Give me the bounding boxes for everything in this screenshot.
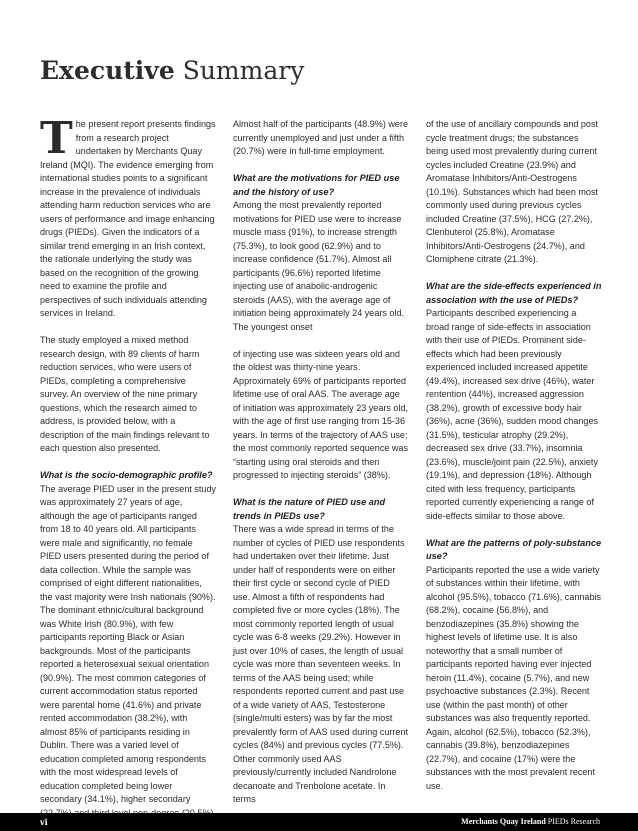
page-number: vi	[40, 817, 48, 827]
nature-of-use-paragraph: There was a wide spread in terms of the number of cycles of PIED use respondents had undertaken over their lifetime. Just under half of respondents were on either their first cycle or second cycle of PIED use. Almost a fifth of respondents had completed five or more cycles (18%). The most commonly reported length of usual cycle was 6-8 weeks (29.2%). However in just over 10% of cases, the length of usual cycle was more than seventeen weeks. In terms of the AAS being used; while respondents reported current and past use of a wide variety of AAS, Testosterone (single/multi esters) was by far the most prevalently form of AAS used during current cycles (84%) and previous cycles (77.5%). Other commonly used AAS previously/currently included Nandrolone decanoate and Trenbolone acetate. In terms	[233, 524, 408, 804]
footer-title-bold: Merchants Quay Ireland	[461, 817, 546, 826]
motivations-paragraph: Among the most prevalently reported motivations for PIED use were to increase muscle mass (91%), to increase strength (75.3%), to look good (62.9%) and to increase confidence (51.7%). Almost all participants (96.6%) reported lifetime injecting use of anabolic-androgenic steroids (AAS), with the average age of initiation being approximately 24 years old. The youngest onset	[233, 200, 404, 332]
heading-poly-substance: What are the patterns of poly-substance use?	[426, 537, 602, 561]
intro-paragraph	[40, 113, 216, 321]
column-3	[426, 118, 602, 793]
injecting-paragraph: of injecting use was sixteen years old and the oldest was thirty-nine years. Approximately 69% of participants reported lifetime use of oral AAS. The average age of initiation was approximately 23 years old, with the age of first use ranging from 15-36 years. In terms of the trajectory of AAS use; the most commonly reported sequence was “starting using oral steroids and then progressed to injecting steroids” (38%).	[233, 348, 408, 480]
poly-substance-paragraph: Participants reported the use a wide variety of substances within their lifetime, with alcohol (95.5%), tobacco (71.6%), cannabis (68.2%), cocaine (56.8%), and benzodiazepines (35.8%) showing the highest levels of lifetime use. It is also noteworthy that a small number of participants reported having ever injected heroin (11.4%), cocaine (5.7%), and new psychoactive substances (2.3%). Recent use (within the past month) of other substances was also frequently reported. Again, alcohol (62.5%), tobacco (52.3%), cannabis (39.8%), benzodiazepines (22.7%), and cocaine (17%) were the substances with the most prevalent recent use.	[426, 564, 602, 791]
heading-socio-demographic: What is the socio-demographic profile?	[40, 470, 213, 480]
ancillary-compounds-paragraph: of the use of ancillary compounds and post cycle treatment drugs; the substances being used most prevalently during current cycles included Creatine (23.9%) and Aromatase Inhibitors/Anti-Oestrogens (10.1%). Substances which had been most commonly used during previous cycles included Creatine (37.5%), HCG (27.2%), Clenbuterol (25.8%), Aromatase Inhibitors/Anti-Oestrogens (24.7%), and Clomiphene citrate (21.3%).	[426, 119, 598, 264]
column-2	[233, 118, 409, 807]
column-1	[40, 113, 217, 820]
page-title-rest: Summary	[174, 56, 305, 85]
drop-cap: T	[40, 113, 73, 164]
heading-motivations: What are the motivations for PIED use and the history of use?	[233, 173, 400, 197]
footer-title-rest: PIEDs Research	[545, 817, 600, 826]
footer-title	[461, 815, 600, 829]
page-title-bold: Executive	[40, 56, 175, 85]
heading-side-effects: What are the side-effects experienced in association with the use of PIEDs?	[426, 281, 602, 305]
employment-paragraph: Almost half of the participants (48.9%) were currently unemployed and just under a fifth (20.7%) were in full-time employment.	[233, 119, 408, 156]
intro-text: he present report presents findings from a research project undertaken by Merchants Quay Ireland (MQI). The evidence emerging from international studies points to a significant increase in the prevalence of individuals attending harm reduction services who are users of performance and image enhancing drugs (PIEDs). Given the indicators of a similar trend emerging in an Irish context, the rationale underlying the study was based on the recognition of the growing need to examine the profile and perspectives of such individuals attending services in Ireland.	[40, 119, 216, 318]
heading-nature-of-use: What is the nature of PIED use and trends in PIEDs use?	[233, 497, 386, 521]
method-paragraph: The study employed a mixed method research design, with 89 clients of harm reduction services, who were users of PIEDs, completing a comprehensive survey. An overview of the nine primary questions, which the research aimed to address, is provided below, with a description of the main findings relevant to each question also presented.	[40, 335, 210, 453]
page-title	[40, 56, 304, 86]
socio-demographic-paragraph: The average PIED user in the present study was approximately 27 years of age, although the age of participants ranged from 18 to 40 years old. All participants were male and significantly, no female PIED users presented during the period of data collection. While the sample was comprised of eight different nationalities, the vast majority were Irish nationals (90%). The dominant ethnic/cultural background was White Irish (80.9%), with few participants reporting Black or Asian backgrounds. Most of the participants reported a heterosexual sexual orientation (90.9%). The most common categories of current accommodation status reported were parental home (41.6%) and private rented accommodation (38.2%), with almost 85% of participants residing in Dublin. There was a varied level of education completed among respondents with the most widespread levels of education completed being lower secondary (34.1%), higher secondary	[40, 483, 217, 804]
side-effects-paragraph: Participants described experiencing a broad range of side-effects in association with their use of PIEDs. Prominent side-effects which had been previously experienced included increased appetite (49.4%), increased sex drive (46%), water rentention (44%), increased aggression (38.2%), growth of excessive body hair (36%), acne (36%), sudden mood changes (31.5%), testicular atrophy (29.2%), decreased sex drive (33.7%), insomnia (23.6%), muscle/joint pain (22.5%), anxiety (19.1%), and depression (18%). Although cited with less frequency, participants reported currently experiencing a range of side-effects similar to those above.	[426, 308, 598, 521]
footer-bar	[0, 813, 638, 831]
